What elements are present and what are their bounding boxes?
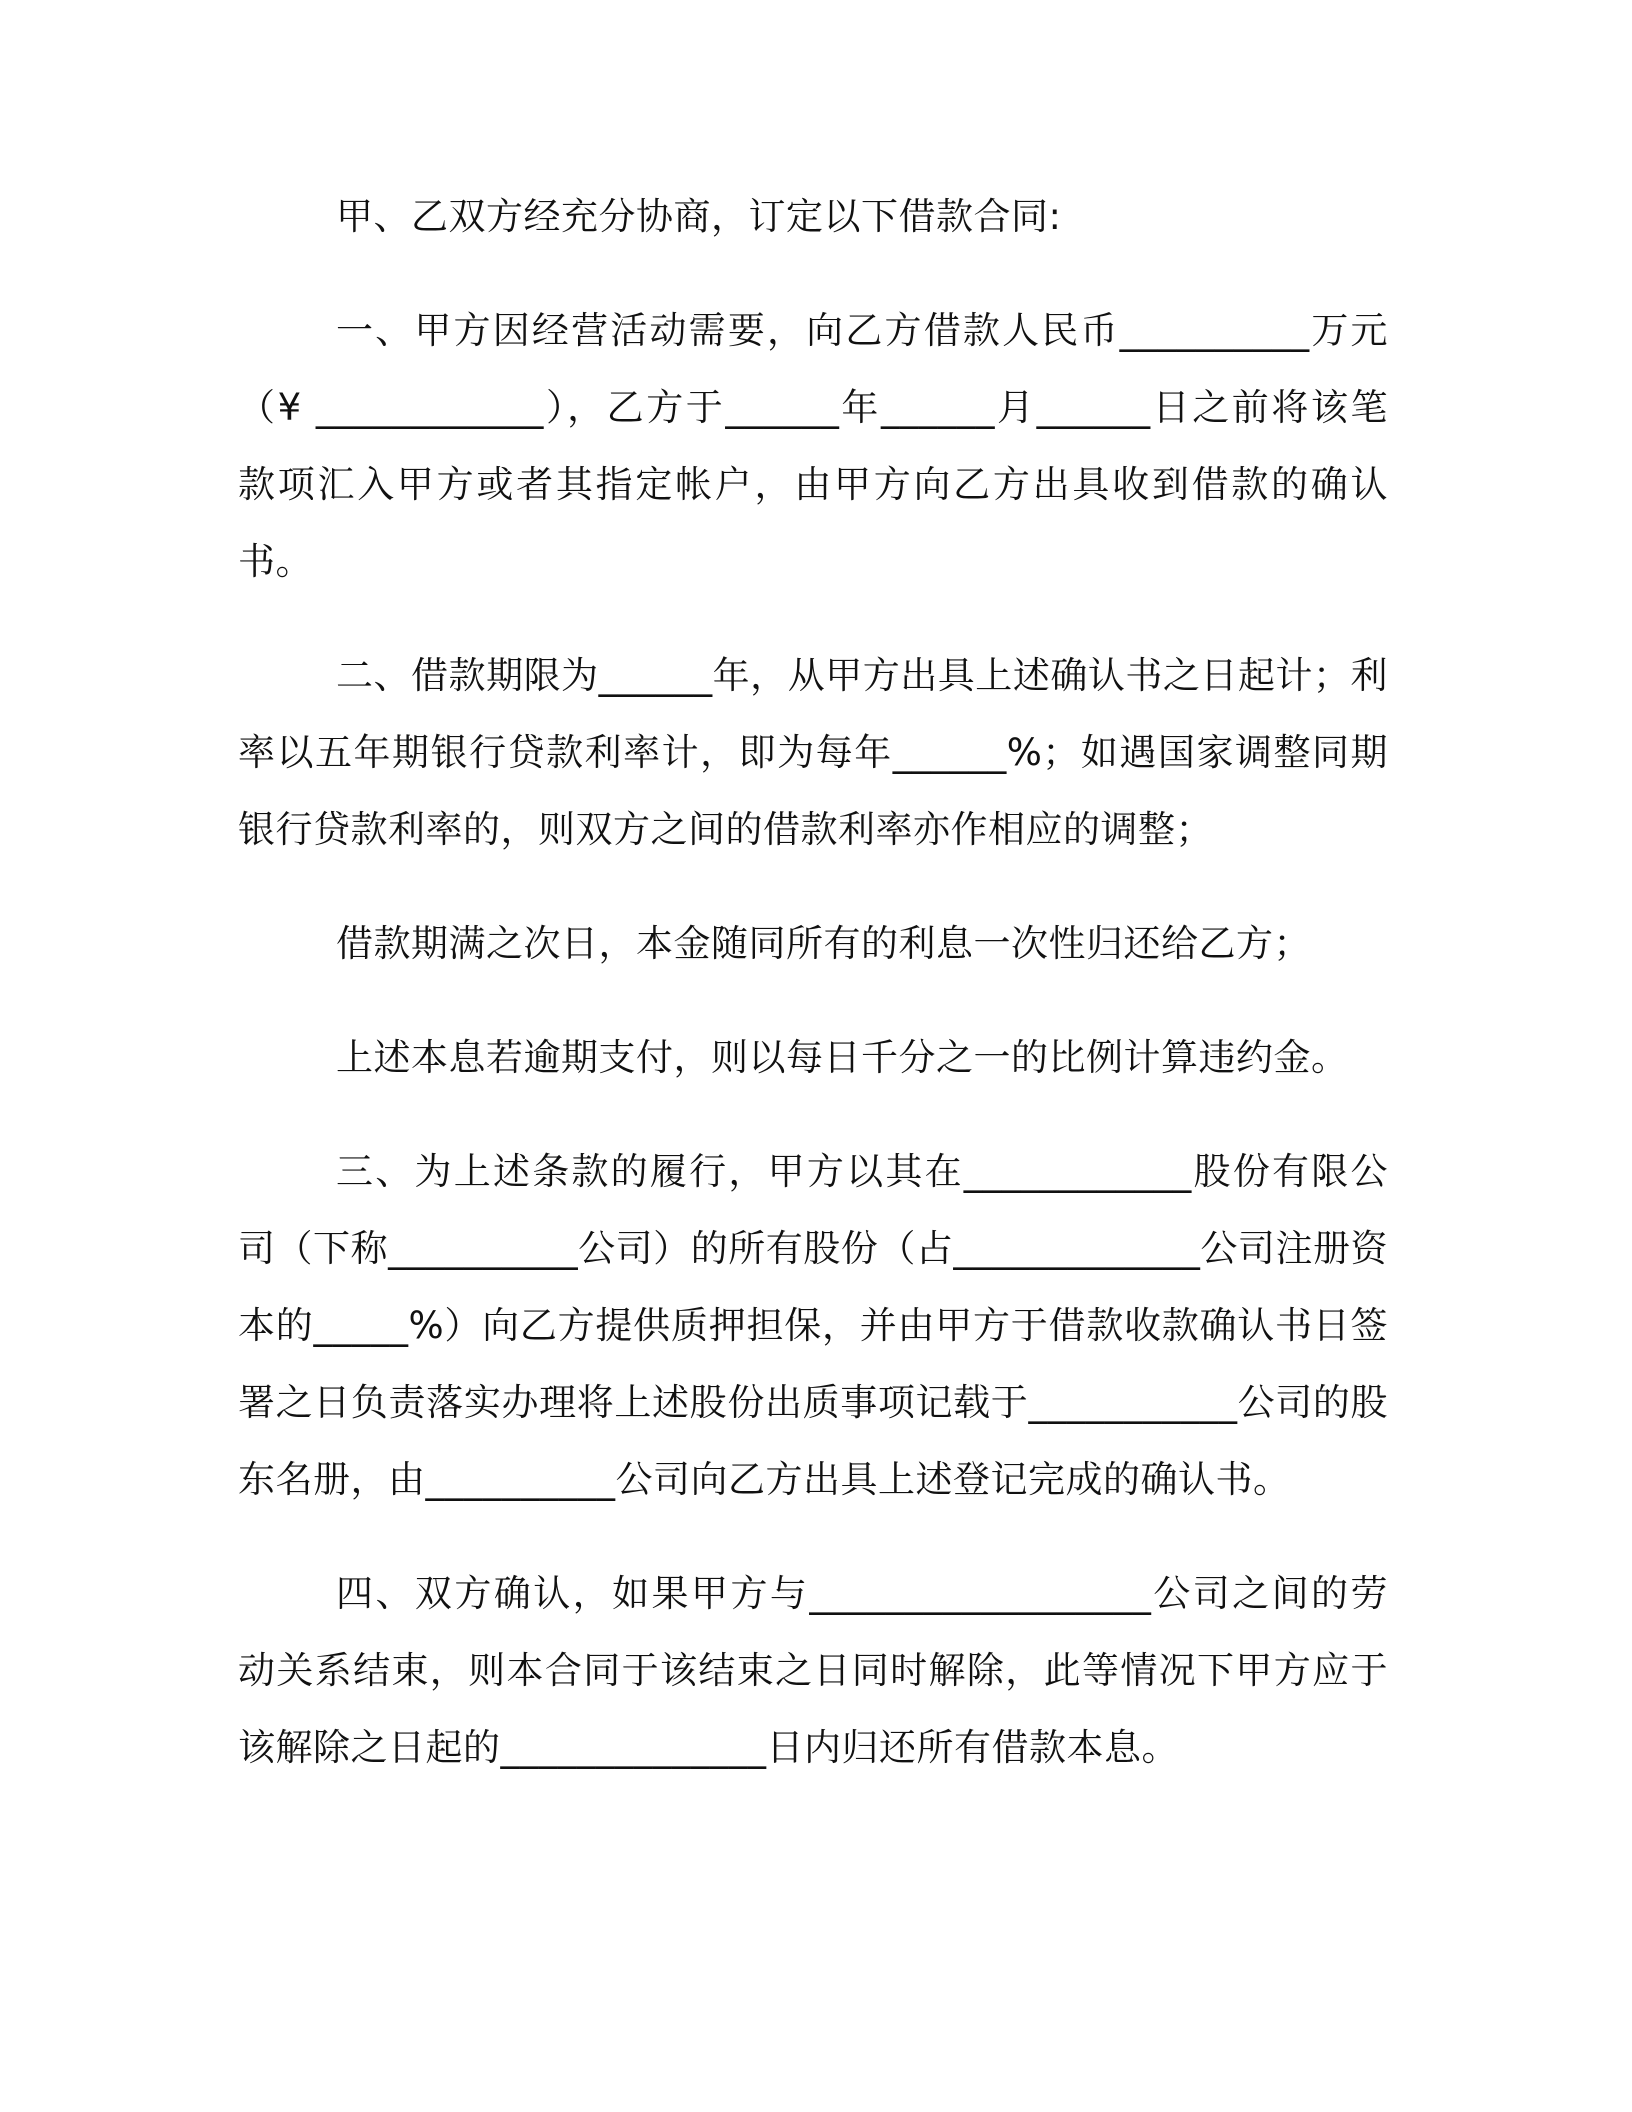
clause-3-pledge: 三、为上述条款的履行，甲方以其在____________股份有限公司（下称__________公司）的所有股份（占_____________公司注册资本的_____%）向乙方提供质押担保，并由甲方于借款收款确认书日签署之日负责落实办理将上述股份出质事项记载于___________公司的股东名册，由__________公司向乙方出具上述登记完成的确认书。 (238, 1150, 1388, 1501)
clause-1-loan-amount: 一、甲方因经营活动需要，向乙方借款人民币__________万元（¥ ____________），乙方于______年______月______日之前将该笔款项汇入甲方或者其指定帐户，由甲方向乙方出具收到借款的确认书。 (238, 309, 1388, 583)
document-body (238, 178, 1388, 1823)
clause-2-repayment: 借款期满之次日，本金随同所有的利息一次性归还给乙方； (336, 922, 1311, 965)
clause-4-termination: 四、双方确认，如果甲方与__________________公司之间的劳动关系结束，则本合同于该结束之日同时解除，此等情况下甲方应于该解除之日起的______________日内归还所有借款本息。 (238, 1572, 1388, 1769)
clause-2-loan-term: 二、借款期限为______年，从甲方出具上述确认书之日起计；利率以五年期银行贷款利率计，即为每年______%；如遇国家调整同期银行贷款利率的，则双方之间的借款利率亦作相应的调整； (238, 654, 1388, 851)
contract-intro: 甲、乙双方经充分协商，订定以下借款合同: (336, 195, 1062, 238)
clause-2-penalty: 上述本息若逾期支付，则以每日千分之一的比例计算违约金。 (336, 1036, 1349, 1079)
